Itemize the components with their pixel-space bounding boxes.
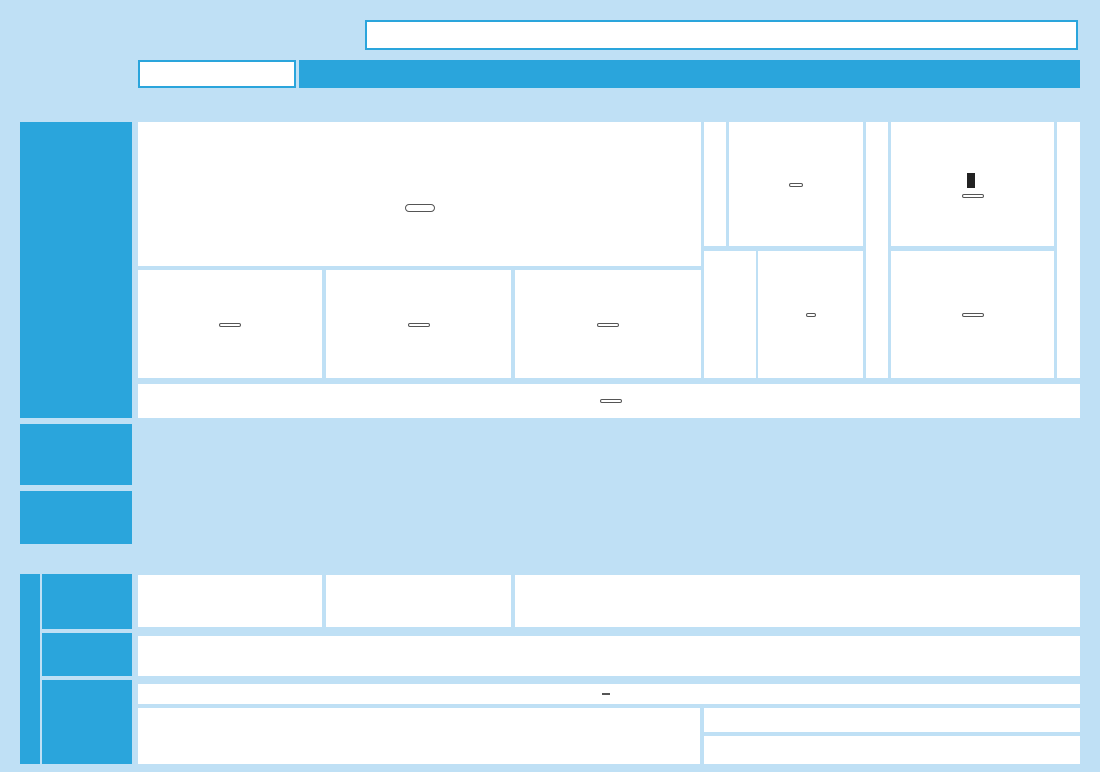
las-chicas-event bbox=[326, 575, 511, 627]
hug-event bbox=[138, 270, 322, 378]
fujin-date bbox=[597, 323, 619, 327]
lantern-event bbox=[138, 384, 1080, 418]
separator-b1 bbox=[138, 487, 1080, 491]
womens-sale-event bbox=[138, 636, 1080, 676]
shinshi-title-1 bbox=[967, 168, 979, 190]
prep-label-4 bbox=[1057, 122, 1080, 378]
fujin-event bbox=[515, 270, 701, 378]
b1-row bbox=[138, 493, 1080, 544]
prep-label-2 bbox=[704, 251, 756, 378]
gift-center-event bbox=[138, 122, 701, 266]
notice-box bbox=[365, 20, 1078, 50]
stage1-label bbox=[42, 574, 132, 629]
shinshi-event bbox=[891, 122, 1054, 246]
simmons-event bbox=[138, 684, 1080, 704]
reservation-badge bbox=[967, 173, 975, 188]
day-header-bottom bbox=[138, 549, 1080, 569]
special-label bbox=[20, 574, 40, 764]
separator-stage5 bbox=[138, 678, 1080, 682]
beautyrest-badge bbox=[602, 693, 610, 695]
ladies-mens-event bbox=[891, 251, 1054, 378]
gift-center-date bbox=[405, 204, 435, 212]
separator-5f bbox=[138, 424, 1080, 428]
stage5-label bbox=[42, 680, 132, 764]
separator-stage1 bbox=[138, 569, 1080, 573]
new-jewelry-event bbox=[138, 575, 322, 627]
prep-label-3 bbox=[866, 122, 888, 378]
randsel-event-extension bbox=[704, 736, 1080, 764]
separator-stage3 bbox=[138, 630, 1080, 634]
b1-label bbox=[20, 491, 132, 544]
tenoji-date bbox=[806, 313, 816, 317]
summer-bargain-event bbox=[729, 122, 863, 246]
floor6-label bbox=[20, 122, 132, 418]
prep-label-1 bbox=[704, 122, 726, 246]
floor5-row bbox=[138, 430, 1080, 485]
sunstar-event bbox=[326, 270, 511, 378]
swimwear-event bbox=[704, 708, 1080, 732]
accessory-sale-event bbox=[515, 575, 1080, 627]
sunstar-date bbox=[408, 323, 430, 327]
month-july bbox=[299, 60, 1080, 88]
hug-date bbox=[219, 323, 241, 327]
ladies-date bbox=[962, 313, 984, 317]
summer-date bbox=[789, 183, 803, 187]
tenoji-event bbox=[758, 251, 863, 378]
stage3-label bbox=[42, 633, 132, 676]
lantern-date bbox=[600, 399, 622, 403]
floor5-label bbox=[20, 424, 132, 485]
randsel-event bbox=[138, 708, 700, 764]
shinshi-date bbox=[962, 194, 984, 198]
day-header-top bbox=[138, 92, 1080, 119]
month-june bbox=[138, 60, 296, 88]
